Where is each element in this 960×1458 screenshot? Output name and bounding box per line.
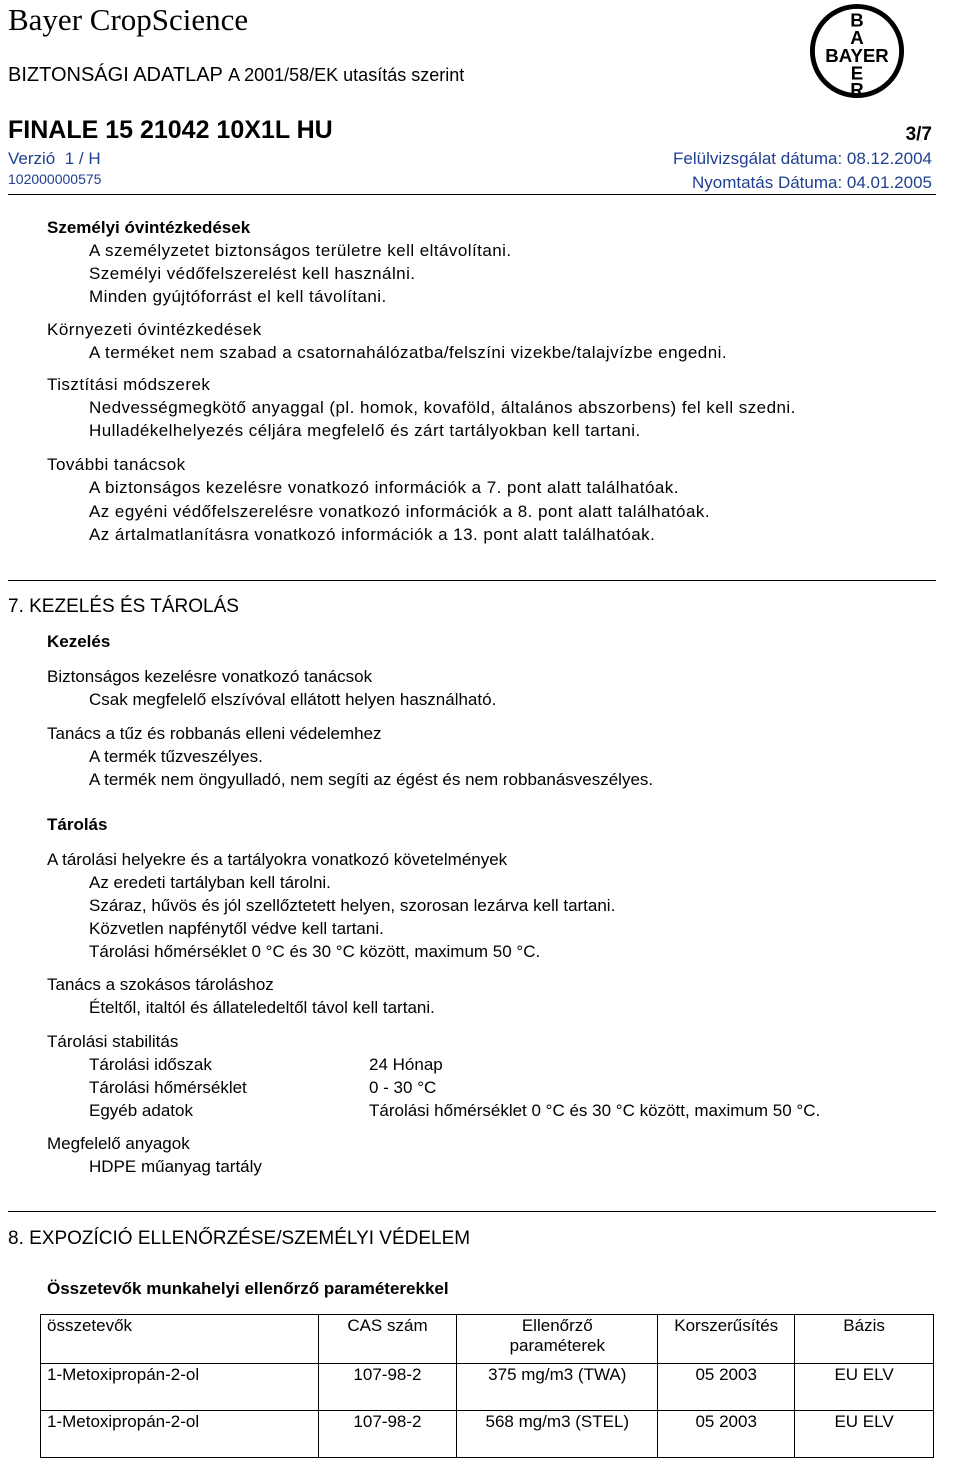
stability-value: Tárolási hőmérséklet 0 °C és 30 °C között, maximum 50 °C. bbox=[369, 1101, 821, 1120]
table-cell: 05 2003 bbox=[658, 1364, 795, 1411]
storage-requirements-label: A tárolási helyekre és a tartályokra vonatkozó követelmények bbox=[47, 850, 508, 869]
suitable-materials-label: Megfelelő anyagok bbox=[47, 1134, 190, 1153]
materials-line: HDPE műanyag tartály bbox=[89, 1157, 262, 1176]
table-header-cell: Bázis bbox=[795, 1315, 934, 1364]
fire-line: A termék nem öngyulladó, nem segíti az égést és nem robbanásveszélyes. bbox=[89, 770, 654, 789]
table-cell: 1-Metoxipropán-2-ol bbox=[41, 1364, 319, 1411]
table-cell: 1-Metoxipropán-2-ol bbox=[41, 1411, 319, 1458]
section8-title: 8. EXPOZÍCIÓ ELLENŐRZÉSE/SZEMÉLYI VÉDELEM bbox=[8, 1228, 471, 1249]
storage-line: Tárolási hőmérséklet 0 °C és 30 °C között, maximum 50 °C. bbox=[89, 942, 541, 961]
personal-line: Minden gyújtóforrást el kell távolítani. bbox=[89, 287, 387, 306]
environment-line: A terméket nem szabad a csatornahálózatba/felszíni vizekbe/talajvízbe engedni. bbox=[89, 343, 728, 362]
stability-value: 24 Hónap bbox=[369, 1055, 443, 1074]
stability-key: Tárolási időszak bbox=[89, 1055, 212, 1074]
storage-line: Száraz, hűvös és jól szellőztetett helyen, szorosan lezárva kell tartani. bbox=[89, 896, 616, 915]
version-info bbox=[8, 149, 101, 169]
stability-value: 0 - 30 °C bbox=[369, 1078, 437, 1097]
svg-text:E: E bbox=[850, 62, 864, 84]
personal-precautions-heading: Személyi óvintézkedések bbox=[47, 218, 251, 237]
cleanup-line: Hulladékelhelyezés céljára megfelelő és zárt tartályokban kell tartani. bbox=[89, 421, 641, 440]
document-type bbox=[8, 64, 464, 87]
svg-text:B: B bbox=[850, 9, 864, 31]
safe-handling-line: Csak megfelelő elszívóval ellátott helyen használható. bbox=[89, 690, 497, 709]
section7-title: 7. KEZELÉS ÉS TÁROLÁS bbox=[8, 596, 239, 617]
fire-line: A termék tűzveszélyes. bbox=[89, 747, 263, 766]
table-header-cell: Korszerűsítés bbox=[658, 1315, 795, 1364]
table-header-row bbox=[41, 1315, 934, 1364]
storage-line: Az eredeti tartályban kell tárolni. bbox=[89, 873, 331, 892]
table-cell: EU ELV bbox=[795, 1411, 934, 1458]
storage-heading: Tárolás bbox=[47, 815, 108, 834]
section-divider bbox=[8, 580, 936, 581]
table-cell: 05 2003 bbox=[658, 1411, 795, 1458]
table-cell: 107-98-2 bbox=[318, 1364, 457, 1411]
storage-line: Közvetlen napfénytől védve kell tartani. bbox=[89, 919, 384, 938]
advice-line: A biztonságos kezelésre vonatkozó információk a 7. pont alatt találhatóak. bbox=[89, 478, 679, 497]
svg-text:BAYER: BAYER bbox=[825, 44, 889, 66]
bayer-logo bbox=[808, 2, 906, 100]
product-name: FINALE 15 21042 10X1L HU bbox=[8, 116, 333, 144]
table-row bbox=[41, 1411, 934, 1458]
table-header-cell: Ellenőrző paraméterek bbox=[457, 1315, 658, 1364]
revision-date: Felülvizsgálat dátuma: 08.12.2004 bbox=[673, 149, 932, 168]
page-number: 3/7 bbox=[905, 124, 932, 145]
regulation-reference: A 2001/58/EK utasítás szerint bbox=[228, 65, 465, 85]
svg-text:R: R bbox=[850, 79, 864, 100]
further-advice-heading: További tanácsok bbox=[47, 455, 186, 474]
stability-key: Tárolási hőmérséklet bbox=[89, 1078, 247, 1097]
table-cell: 375 mg/m3 (TWA) bbox=[457, 1364, 658, 1411]
version-value: 1 / H bbox=[64, 149, 101, 168]
common-storage-label: Tanács a szokásos tároláshoz bbox=[47, 975, 274, 994]
section-divider bbox=[8, 1211, 936, 1212]
svg-text:A: A bbox=[850, 27, 864, 49]
table-cell: 568 mg/m3 (STEL) bbox=[457, 1411, 658, 1458]
storage-stability-label: Tárolási stabilitás bbox=[47, 1032, 179, 1051]
advice-line: Az egyéni védőfelszerelésre vonatkozó információk a 8. pont alatt találhatóak. bbox=[89, 502, 710, 521]
table-header-cell: összetevők bbox=[41, 1315, 319, 1364]
stability-key: Egyéb adatok bbox=[89, 1101, 193, 1120]
print-date: Nyomtatás Dátuma: 04.01.2005 bbox=[691, 173, 932, 192]
personal-line: A személyzetet biztonságos területre kell eltávolítani. bbox=[89, 241, 512, 260]
company-name: Bayer CropScience bbox=[8, 2, 249, 37]
header-divider bbox=[8, 194, 936, 195]
handling-heading: Kezelés bbox=[47, 632, 111, 651]
table-row bbox=[41, 1364, 934, 1411]
advice-line: Az ártalmatlanításra vonatkozó információk a 13. pont alatt találhatóak. bbox=[89, 525, 656, 544]
components-subtitle: Összetevők munkahelyi ellenőrző paraméterekkel bbox=[47, 1279, 449, 1298]
material-code: 102000000575 bbox=[8, 171, 102, 187]
environmental-precautions-heading: Környezeti óvintézkedések bbox=[47, 320, 262, 339]
table-cell: EU ELV bbox=[795, 1364, 934, 1411]
fire-protection-label: Tanács a tűz és robbanás elleni védelemhez bbox=[47, 724, 382, 743]
exposure-table bbox=[40, 1314, 934, 1458]
cleanup-methods-heading: Tisztítási módszerek bbox=[47, 375, 211, 394]
doc-type-label: BIZTONSÁGI ADATLAP bbox=[8, 64, 223, 86]
common-storage-line: Ételtől, italtól és állateledeltől távol kell tartani. bbox=[89, 998, 435, 1017]
safe-handling-label: Biztonságos kezelésre vonatkozó tanácsok bbox=[47, 667, 373, 686]
table-header-cell: CAS szám bbox=[318, 1315, 457, 1364]
cleanup-line: Nedvességmegkötő anyaggal (pl. homok, kovaföld, általános abszorbens) fel kell szedni. bbox=[89, 398, 796, 417]
version-label: Verzió bbox=[8, 149, 56, 168]
personal-line: Személyi védőfelszerelést kell használni. bbox=[89, 264, 416, 283]
table-cell: 107-98-2 bbox=[318, 1411, 457, 1458]
